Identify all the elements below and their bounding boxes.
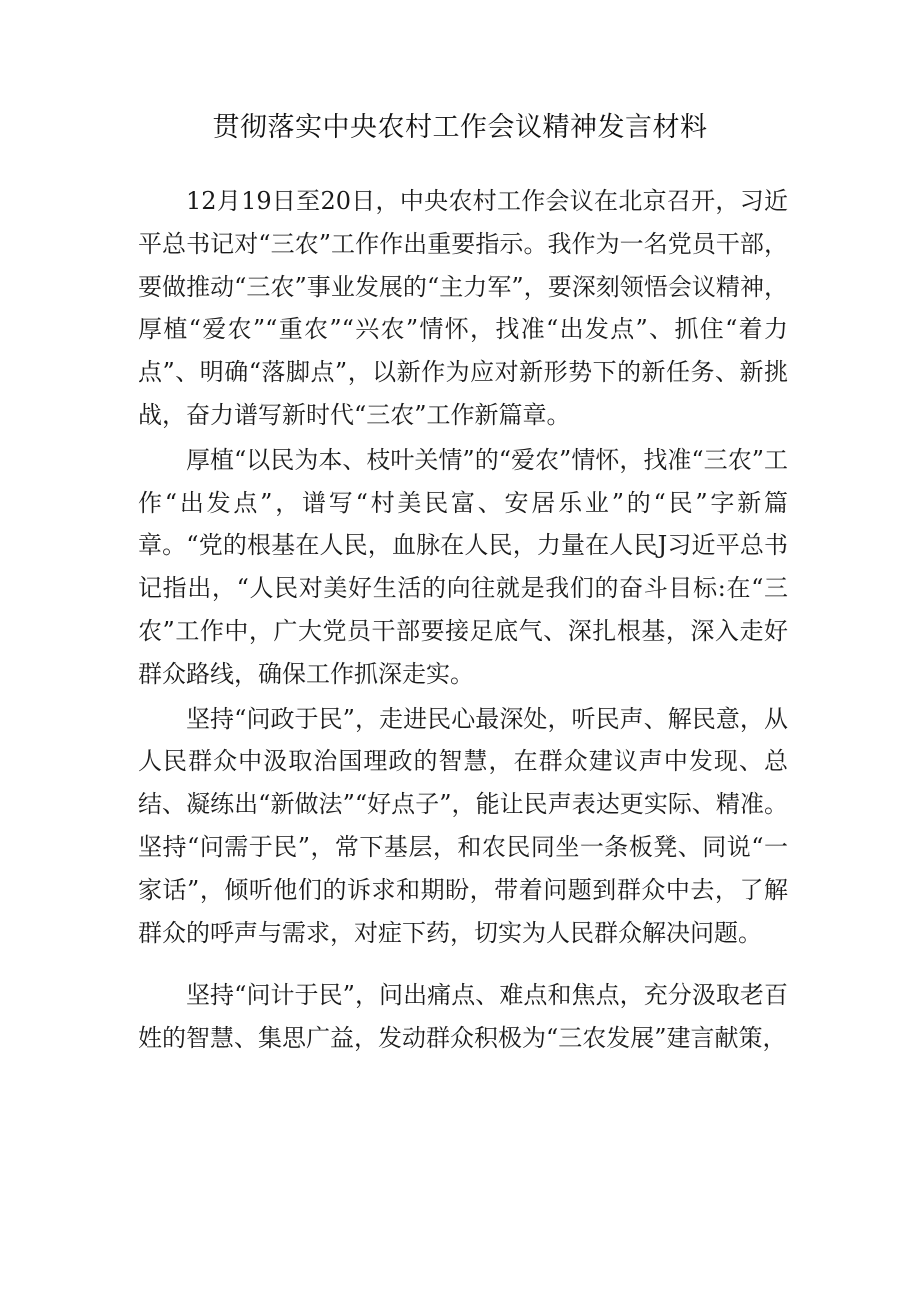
document-body — [138, 180, 788, 1060]
document-title: 贯彻落实中央农村工作会议精神发言材料 — [212, 112, 708, 143]
paragraph-4: 坚持“问计于民”，问出痛点、难点和焦点，充分汲取老百姓的智慧、集思广益，发动群众积极为“三农发展”建言献策， — [138, 981, 788, 1053]
paragraph-3: 坚持“问政于民”，走进民心最深处，听民声、解民意，从人民群众中汲取治国理政的智慧，在群众建议声中发现、总结、凝练出“新做法”“好点子”，能让民声表达更实际、精准。坚持“问需于民”，常下基层，和农民同坐一条板凳、同说“一家话”，倾听他们的诉求和期盼，带着问题到群众中去，了解群众的呼声与需求，对症下药，切实为人民群众解决问题。 — [138, 704, 788, 947]
paragraph-1: 12月19日至20日，中央农村工作会议在北京召开，习近平总书记对“三农”工作作出重要指示。我作为一名党员干部，要做推动“三农”事业发展的“主力军”，要深刻领悟会议精神，厚植“爱农”“重农”“兴农”情怀，找准“出发点”、抓住“着力点”、明确“落脚点”，以新作为应对新形势下的新任务、新挑战，奋力谱写新时代“三农”工作新篇章。 — [138, 187, 788, 429]
paragraph-2: 厚植“以民为本、枝叶关情”的“爱农”情怀，找准“三农”工作“出发点”，谱写“村美民富、安居乐业”的“民”字新篇章。“党的根基在人民，血脉在人民，力量在人民J习近平总书记指出，“人民对美好生活的向往就是我们的奋斗目标:在“三农”工作中，广大党员干部要接足底气、深扎根基，深入走好群众路线，确保工作抓深走实。 — [138, 445, 788, 688]
